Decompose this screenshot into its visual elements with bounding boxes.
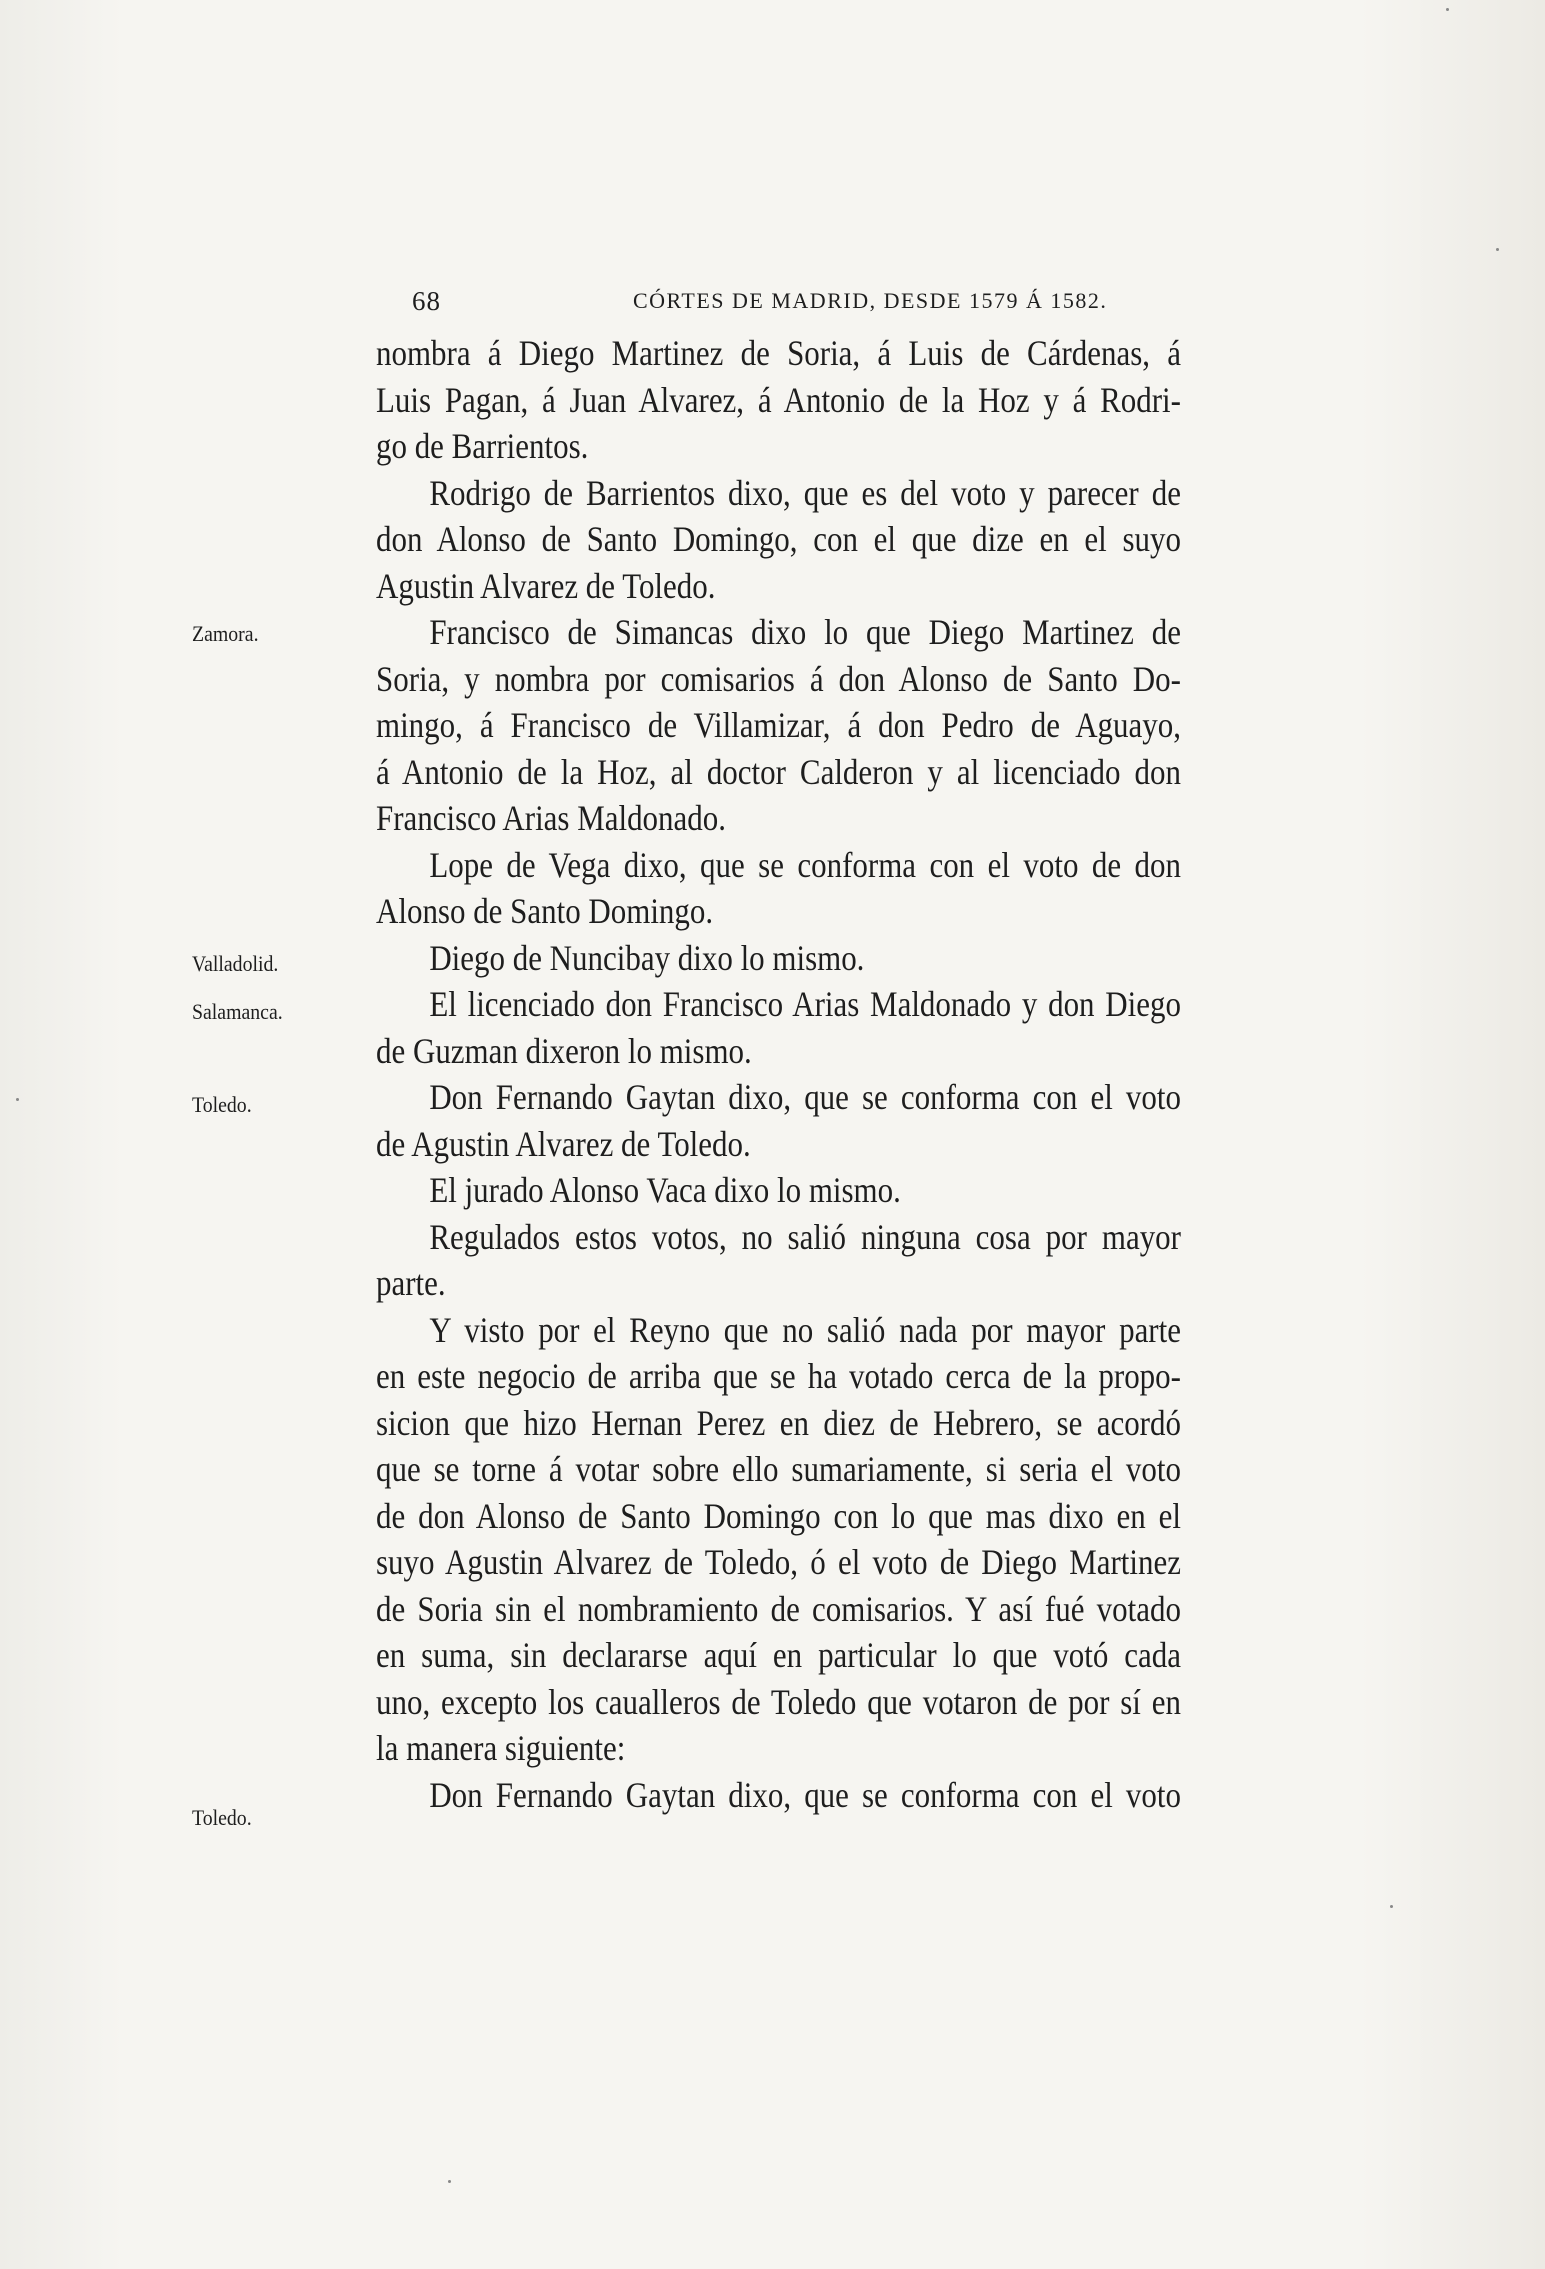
text-line: Don Fernando Gaytan dixo, que se conforma con el voto [429,1774,1181,1815]
text-line: Alonso de Santo Domingo. [376,891,714,931]
text-line: Agustin Alvarez de Toledo. [376,565,716,606]
text-line: Luis Pagan, á Juan Alvarez, á Antonio de la Hoz y á Rodri- [376,379,1181,420]
margin-note-toledo: Toledo. [192,1805,252,1830]
text-line: de Soria sin el nombramiento de comisarios. Y así fué votado [376,1588,1181,1629]
text-line: Lope de Vega dixo, que se conforma con el voto de don [429,844,1181,885]
text-line: Francisco de Simancas dixo lo que Diego Martinez de [429,612,1181,652]
text-line: Don Fernando Gaytan dixo, que se conforma con el voto [429,1077,1181,1117]
paper-speck [1446,8,1449,11]
text-line: Soria, y nombra por comisarios á don Alonso de Santo Do- [376,658,1181,699]
text-line: parte. [376,1263,446,1303]
text-line: mingo, á Francisco de Villamizar, á don Pedro de Aguayo, [376,705,1181,745]
paper-speck [1496,248,1499,251]
margin-note-salamanca: Salamanca. [192,999,283,1024]
text-line: de Guzman dixeron lo mismo. [376,1030,752,1071]
text-line: la manera siguiente: [376,1728,626,1768]
text-line: Y visto por el Reyno que no salió nada por mayor parte [429,1309,1181,1350]
text-line: don Alonso de Santo Domingo, con el que dize en el suyo [376,519,1181,559]
page-number: 68 [412,286,441,316]
text-line: El jurado Alonso Vaca dixo lo mismo. [429,1170,901,1210]
margin-note-zamora: Zamora. [192,621,259,646]
body-text [376,330,1181,1818]
text-line: de don Alonso de Santo Domingo con lo que mas dixo en el [376,1495,1181,1536]
text-line: de Agustin Alvarez de Toledo. [376,1123,751,1164]
paper-speck [16,1098,19,1101]
text-line: á Antonio de la Hoz, al doctor Calderon y al licenciado don [376,751,1181,792]
text-line: que se torne á votar sobre ello sumariamente, si seria el voto [376,1449,1181,1489]
page-header [408,286,1313,326]
text-line: Regulados estos votos, no salió ninguna cosa por mayor [429,1216,1181,1257]
margin-note-toledo: Toledo. [192,1092,252,1117]
text-line: El licenciado don Francisco Arias Maldonado y don Diego [429,984,1181,1024]
text-line: sicion que hizo Hernan Perez en diez de Hebrero, se acordó [376,1402,1181,1443]
text-line: en suma, sin declararse aquí en particular lo que votó cada [376,1635,1181,1675]
text-line: en este negocio de arriba que se ha votado cerca de la propo- [376,1356,1181,1396]
text-line: go de Barrientos. [376,426,589,466]
text-line: nombra á Diego Martinez de Soria, á Luis de Cárdenas, á [376,333,1181,373]
running-head: CÓRTES DE MADRID, DESDE 1579 Á 1582. [633,288,1108,313]
text-line: suyo Agustin Alvarez de Toledo, ó el voto de Diego Martinez [376,1542,1181,1582]
text-line: Rodrigo de Barrientos dixo, que es del voto y parecer de [429,472,1181,513]
text-line: uno, excepto los caualleros de Toledo que votaron de por sí en [376,1681,1181,1722]
text-line: Francisco Arias Maldonado. [376,798,726,838]
margin-note-valladolid: Valladolid. [192,951,279,976]
text-line: Diego de Nuncibay dixo lo mismo. [429,937,865,978]
paper-speck [1390,1905,1393,1908]
paper-speck [448,2180,451,2183]
